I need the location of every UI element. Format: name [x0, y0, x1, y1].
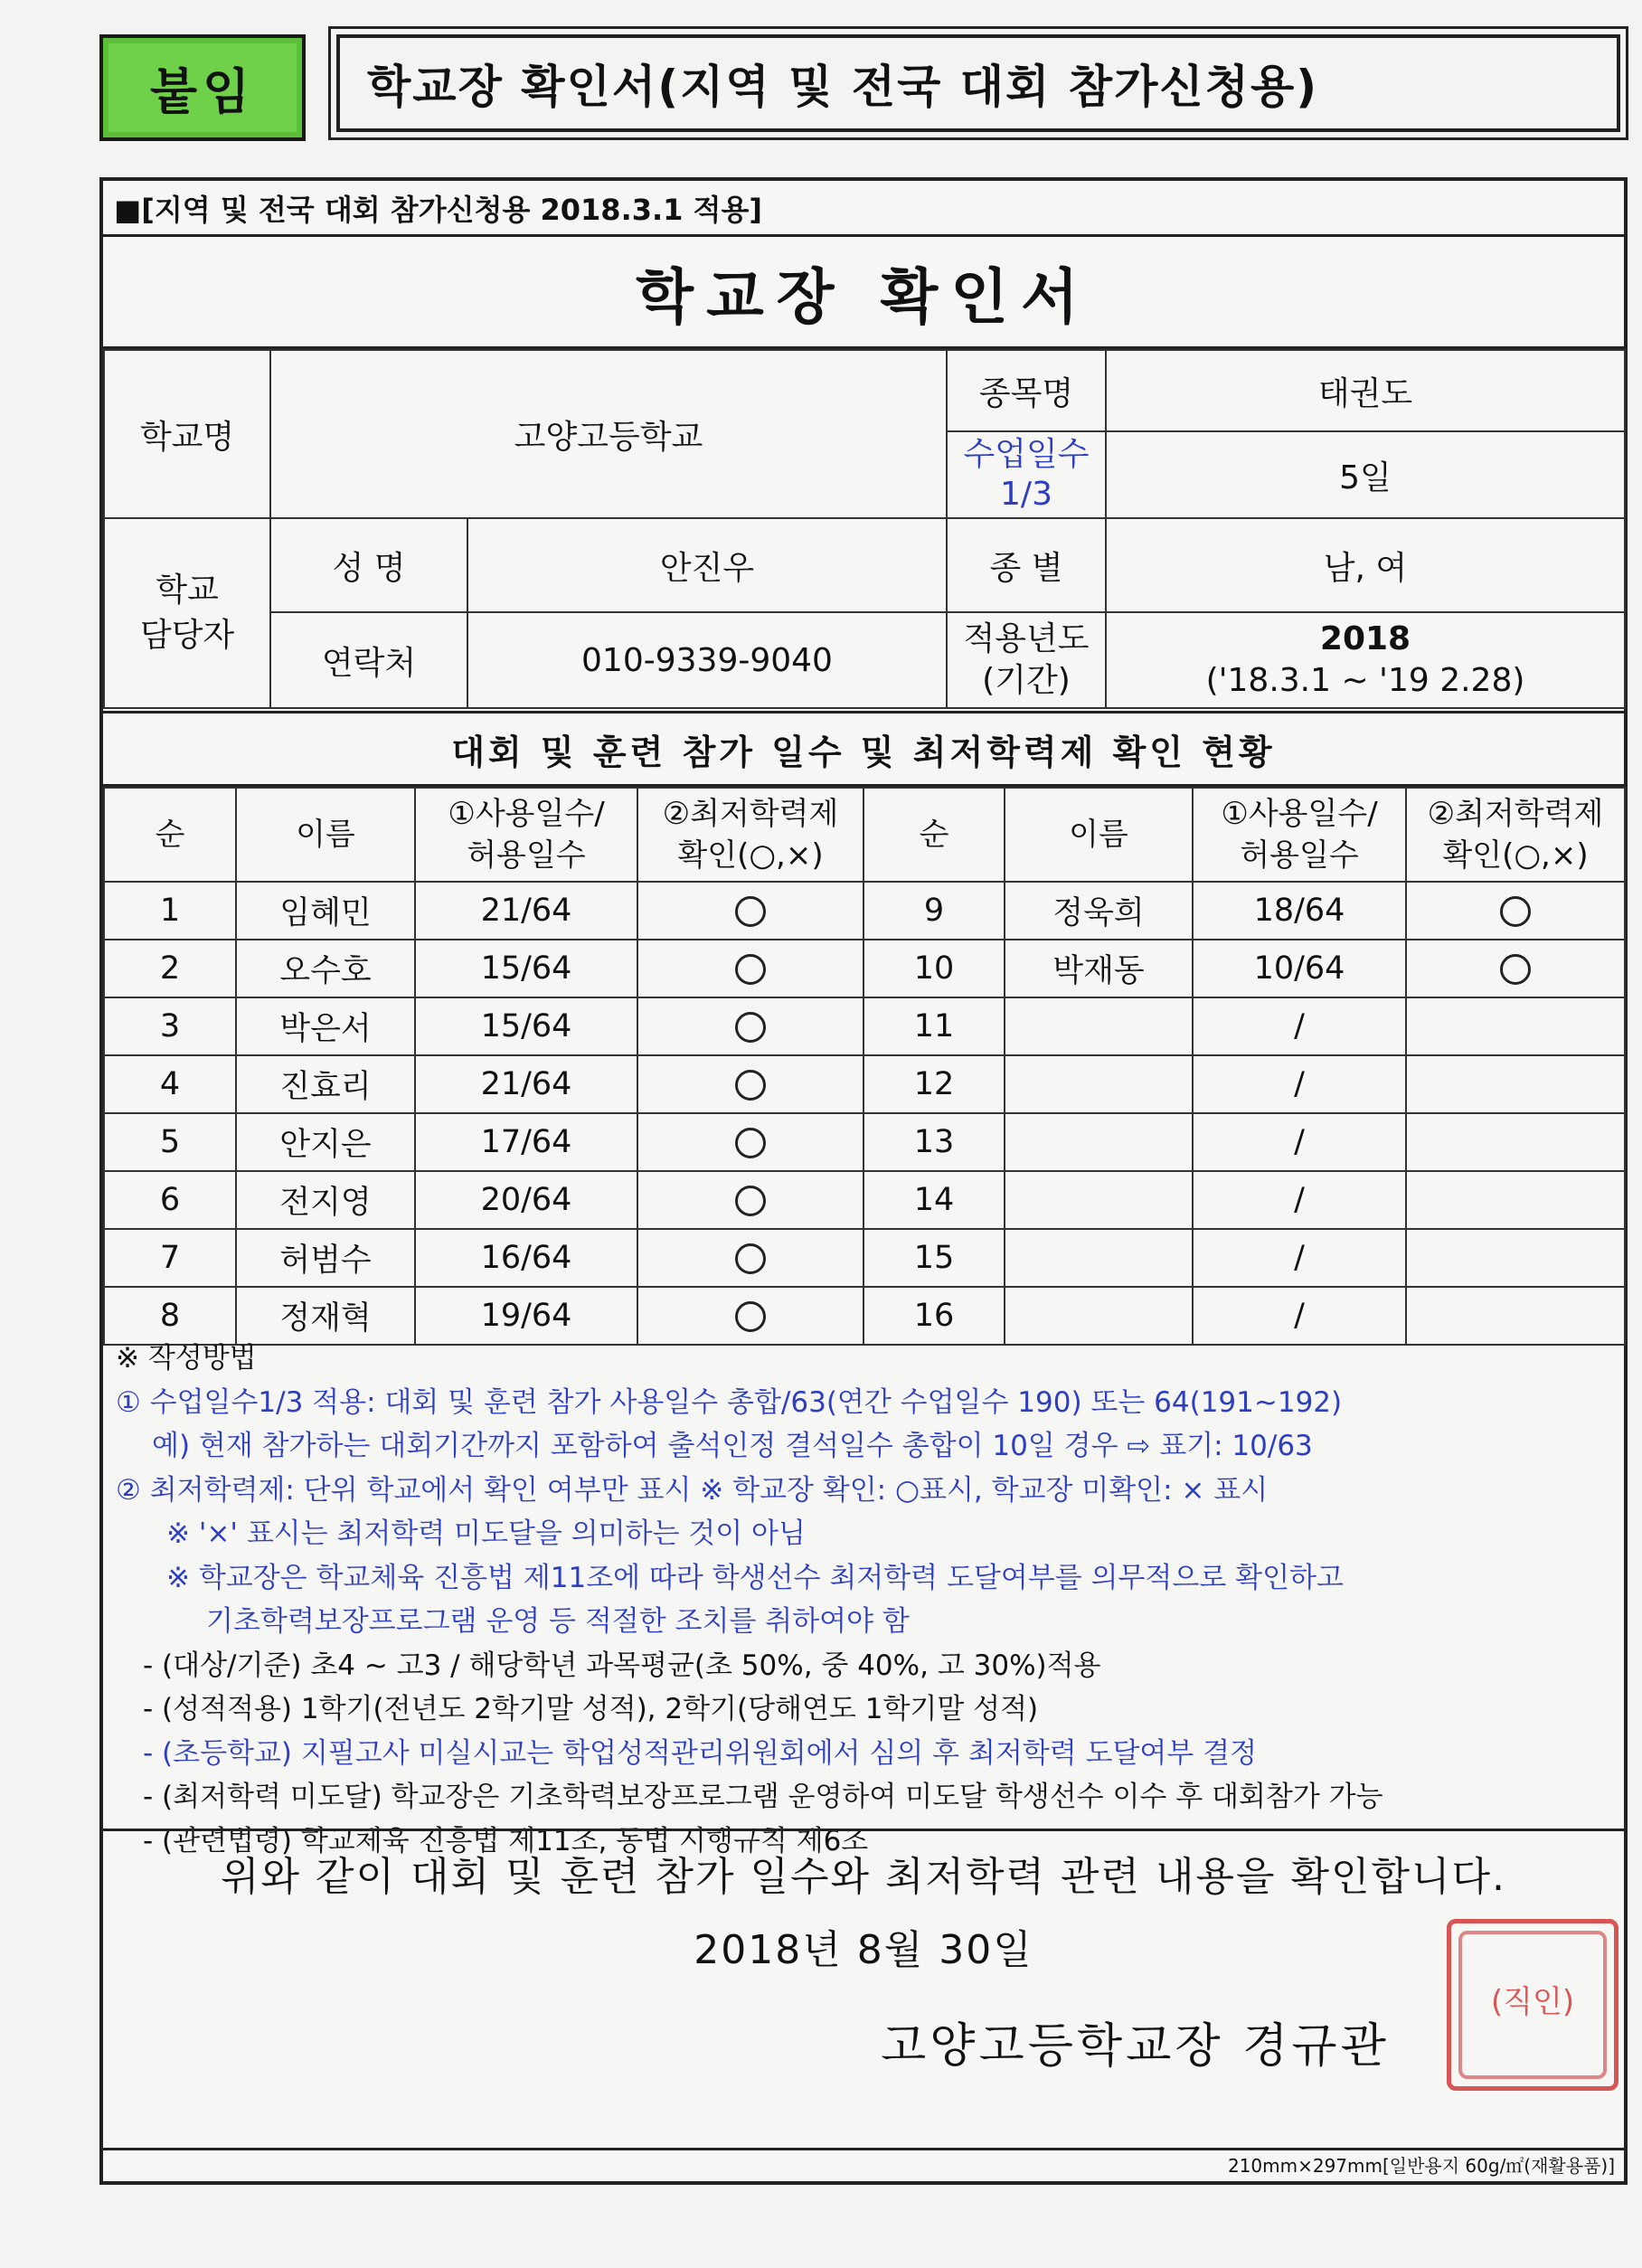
student-name: 전지영 [236, 1171, 415, 1229]
student-days: / [1193, 1171, 1406, 1229]
student-name: 진효리 [236, 1055, 415, 1113]
class-days-label-line2: 1/3 [1000, 476, 1052, 513]
col-seq-left: 순 [104, 788, 236, 882]
manager-name-value: 안진우 [467, 518, 947, 612]
col-days-left-line1: ①사용일수/ [448, 796, 605, 832]
student-seq: 15 [863, 1229, 1005, 1287]
class-days-label-line1: 수업일수 [963, 436, 1090, 473]
student-name: 정재혁 [236, 1287, 415, 1345]
col-days-right-line2: 허용일수 [1240, 837, 1359, 874]
note-8: - (최저학력 미도달) 학교장은 기초학력보장프로그램 운영하여 미도달 학생선수 이수 후 대회참가 가능 [143, 1781, 1383, 1813]
student-days: / [1193, 1113, 1406, 1171]
note-4b: 기초학력보장프로그램 운영 등 적절한 조치를 취하여야 함 [206, 1605, 910, 1638]
student-check [637, 1113, 863, 1171]
check-circle-icon [735, 954, 766, 985]
student-name [1005, 1113, 1193, 1171]
student-check [1406, 1113, 1625, 1171]
sport-value: 태권도 [1106, 350, 1625, 431]
student-days: / [1193, 997, 1406, 1055]
student-days: 16/64 [415, 1229, 637, 1287]
participation-section-title: 대회 및 훈련 참가 일수 및 최저학력제 확인 현황 [103, 711, 1624, 787]
student-name [1005, 1171, 1193, 1229]
year-value [1106, 612, 1625, 708]
col-check-right-line1: ②최저학력제 [1427, 796, 1604, 832]
class-days-label [947, 431, 1106, 518]
col-seq-right: 순 [863, 788, 1005, 882]
contact-value: 010-9339-9040 [467, 612, 947, 708]
note-1a: ① 수업일수1/3 적용: 대회 및 훈련 참가 사용일수 총합/63(연간 수업일수 190) 또는 64(191~192) [116, 1385, 1343, 1419]
student-seq: 4 [104, 1055, 236, 1113]
col-check-right [1406, 788, 1625, 882]
student-seq: 2 [104, 940, 236, 997]
student-check [637, 940, 863, 997]
gender-value: 남, 여 [1106, 518, 1625, 612]
year-value-range: ('18.3.1 ~ '19 2.28) [1205, 662, 1525, 699]
paper-spec-footnote: 210mm×297mm[일반용지 60g/㎡(재활용품)] [1227, 2155, 1615, 2177]
student-days: 20/64 [415, 1171, 637, 1229]
form-main-title: 학교장 확인서 [103, 237, 1624, 349]
student-name: 박재동 [1005, 940, 1193, 997]
note-2: ② 최저학력제: 단위 학교에서 확인 여부만 표시 ※ 학교장 확인: ○표시, 학교장 미확인: × 표시 [116, 1473, 1269, 1507]
year-label [947, 612, 1106, 708]
student-days: 18/64 [1193, 882, 1406, 940]
student-name: 정욱희 [1005, 882, 1193, 940]
check-circle-icon [1500, 896, 1531, 927]
gender-label: 종 별 [947, 518, 1106, 612]
student-days: 15/64 [415, 997, 637, 1055]
student-name: 오수호 [236, 940, 415, 997]
student-check [1406, 1055, 1625, 1113]
student-name [1005, 997, 1193, 1055]
student-days: / [1193, 1055, 1406, 1113]
student-check [1406, 997, 1625, 1055]
student-table-header [104, 788, 1625, 882]
student-row [104, 997, 1625, 1055]
instructions-notes [116, 1337, 1617, 1863]
student-seq: 11 [863, 997, 1005, 1055]
contact-label: 연락처 [270, 612, 467, 708]
note-3: ※ '×' 표시는 최저학력 미도달을 의미하는 것이 아님 [166, 1517, 806, 1550]
student-seq: 12 [863, 1055, 1005, 1113]
year-value-main: 2018 [1319, 620, 1411, 657]
student-row [104, 1055, 1625, 1113]
student-days: 21/64 [415, 882, 637, 940]
note-5: - (대상/기준) 초4 ~ 고3 / 해당학년 과목평균(초 50%, 중 40%, 고 30%)적용 [143, 1649, 1101, 1682]
student-seq: 14 [863, 1171, 1005, 1229]
seal-text: (직인) [1490, 1984, 1575, 2020]
form-subheader: ■[지역 및 전국 대회 참가신청용 2018.3.1 적용] [103, 181, 1624, 237]
student-check [637, 1229, 863, 1287]
student-seq: 10 [863, 940, 1005, 997]
note-6: - (성적적용) 1학기(전년도 2학기말 성적), 2학기(당해연도 1학기말 성적) [143, 1693, 1039, 1725]
student-check [1406, 882, 1625, 940]
student-name: 허범수 [236, 1229, 415, 1287]
manager-label-line1: 학교 [156, 572, 219, 609]
confirmation-statement: 위와 같이 대회 및 훈련 참가 일수와 최저학력 관련 내용을 확인합니다. [103, 1829, 1624, 1902]
check-circle-icon [735, 1186, 766, 1216]
col-check-right-line2: 확인(○,×) [1442, 837, 1589, 874]
col-days-left-line2: 허용일수 [467, 837, 586, 874]
principal-signature-line: 고양고등학교장 경규관 [881, 2019, 1390, 2074]
check-circle-icon [1500, 954, 1531, 985]
attachment-badge: 붙임 [99, 34, 306, 141]
note-1b: 예) 현재 참가하는 대회기간까지 포함하여 출석인정 결석일수 총합이 10일 경우 ⇨ 표기: 10/63 [152, 1430, 1313, 1462]
student-seq: 6 [104, 1171, 236, 1229]
check-circle-icon [735, 1243, 766, 1274]
school-name-label: 학교명 [104, 350, 270, 518]
class-days-value: 5일 [1106, 431, 1625, 518]
student-check [1406, 1171, 1625, 1229]
student-name [1005, 1055, 1193, 1113]
student-check [637, 997, 863, 1055]
seal-stamp-icon [1451, 1923, 1614, 2086]
col-days-left [415, 788, 637, 882]
student-days: 10/64 [1193, 940, 1406, 997]
student-seq: 3 [104, 997, 236, 1055]
student-days: / [1193, 1287, 1406, 1345]
note-7: - (초등학교) 지필고사 미실시교는 학업성적관리위원회에서 심의 후 최저학력 도달여부 결정 [143, 1736, 1258, 1770]
student-row [104, 1113, 1625, 1171]
confirmation-form [99, 177, 1628, 2185]
notes-heading: ※ 작성방법 [116, 1342, 257, 1375]
student-seq: 5 [104, 1113, 236, 1171]
school-name-value: 고양고등학교 [270, 350, 947, 518]
col-days-right [1193, 788, 1406, 882]
student-row [104, 940, 1625, 997]
student-check [1406, 1229, 1625, 1287]
student-check [637, 1171, 863, 1229]
student-name [1005, 1229, 1193, 1287]
col-check-left [637, 788, 863, 882]
student-row [104, 1171, 1625, 1229]
note-9: - (관련법령) 학교체육 진흥법 제11조, 동법 시행규칙 제6조 [143, 1824, 869, 1857]
footer-divider [103, 2148, 1624, 2150]
check-circle-icon [735, 1012, 766, 1043]
student-days: 15/64 [415, 940, 637, 997]
col-check-left-line2: 확인(○,×) [677, 837, 824, 874]
manager-label-line2: 담당자 [139, 617, 235, 654]
student-check [1406, 940, 1625, 997]
school-info-table [103, 349, 1626, 709]
student-days: 21/64 [415, 1055, 637, 1113]
check-circle-icon [735, 1301, 766, 1332]
col-check-left-line1: ②최저학력제 [662, 796, 839, 832]
col-days-right-line1: ①사용일수/ [1221, 796, 1378, 832]
col-name-right: 이름 [1005, 788, 1193, 882]
student-seq: 13 [863, 1113, 1005, 1171]
sport-label: 종목명 [947, 350, 1106, 431]
student-seq: 7 [104, 1229, 236, 1287]
confirmation-date: 2018년 8월 30일 [694, 1927, 1033, 1973]
official-seal-stamp [1447, 1919, 1618, 2091]
student-seq: 9 [863, 882, 1005, 940]
check-circle-icon [735, 1070, 766, 1101]
student-days: 19/64 [415, 1287, 637, 1345]
year-label-line2: (기간) [982, 662, 1071, 699]
student-name: 안지은 [236, 1113, 415, 1171]
student-check [637, 882, 863, 940]
document-header-title: 학교장 확인서(지역 및 전국 대회 참가신청용) [336, 34, 1620, 132]
check-circle-icon [735, 1128, 766, 1158]
student-name: 임혜민 [236, 882, 415, 940]
student-name: 박은서 [236, 997, 415, 1055]
student-check [637, 1055, 863, 1113]
check-circle-icon [735, 896, 766, 927]
col-name-left: 이름 [236, 788, 415, 882]
student-days: 17/64 [415, 1113, 637, 1171]
student-seq: 16 [863, 1287, 1005, 1345]
student-row [104, 882, 1625, 940]
note-4a: ※ 학교장은 학교체육 진흥법 제11조에 따라 학생선수 최저학력 도달여부를 의무적으로 확인하고 [166, 1561, 1344, 1594]
year-label-line1: 적용년도 [963, 620, 1090, 657]
student-seq: 1 [104, 882, 236, 940]
manager-label [104, 518, 270, 708]
manager-name-label: 성 명 [270, 518, 467, 612]
student-seq: 8 [104, 1287, 236, 1345]
student-row [104, 1229, 1625, 1287]
student-status-table [103, 787, 1626, 1346]
student-days: / [1193, 1229, 1406, 1287]
